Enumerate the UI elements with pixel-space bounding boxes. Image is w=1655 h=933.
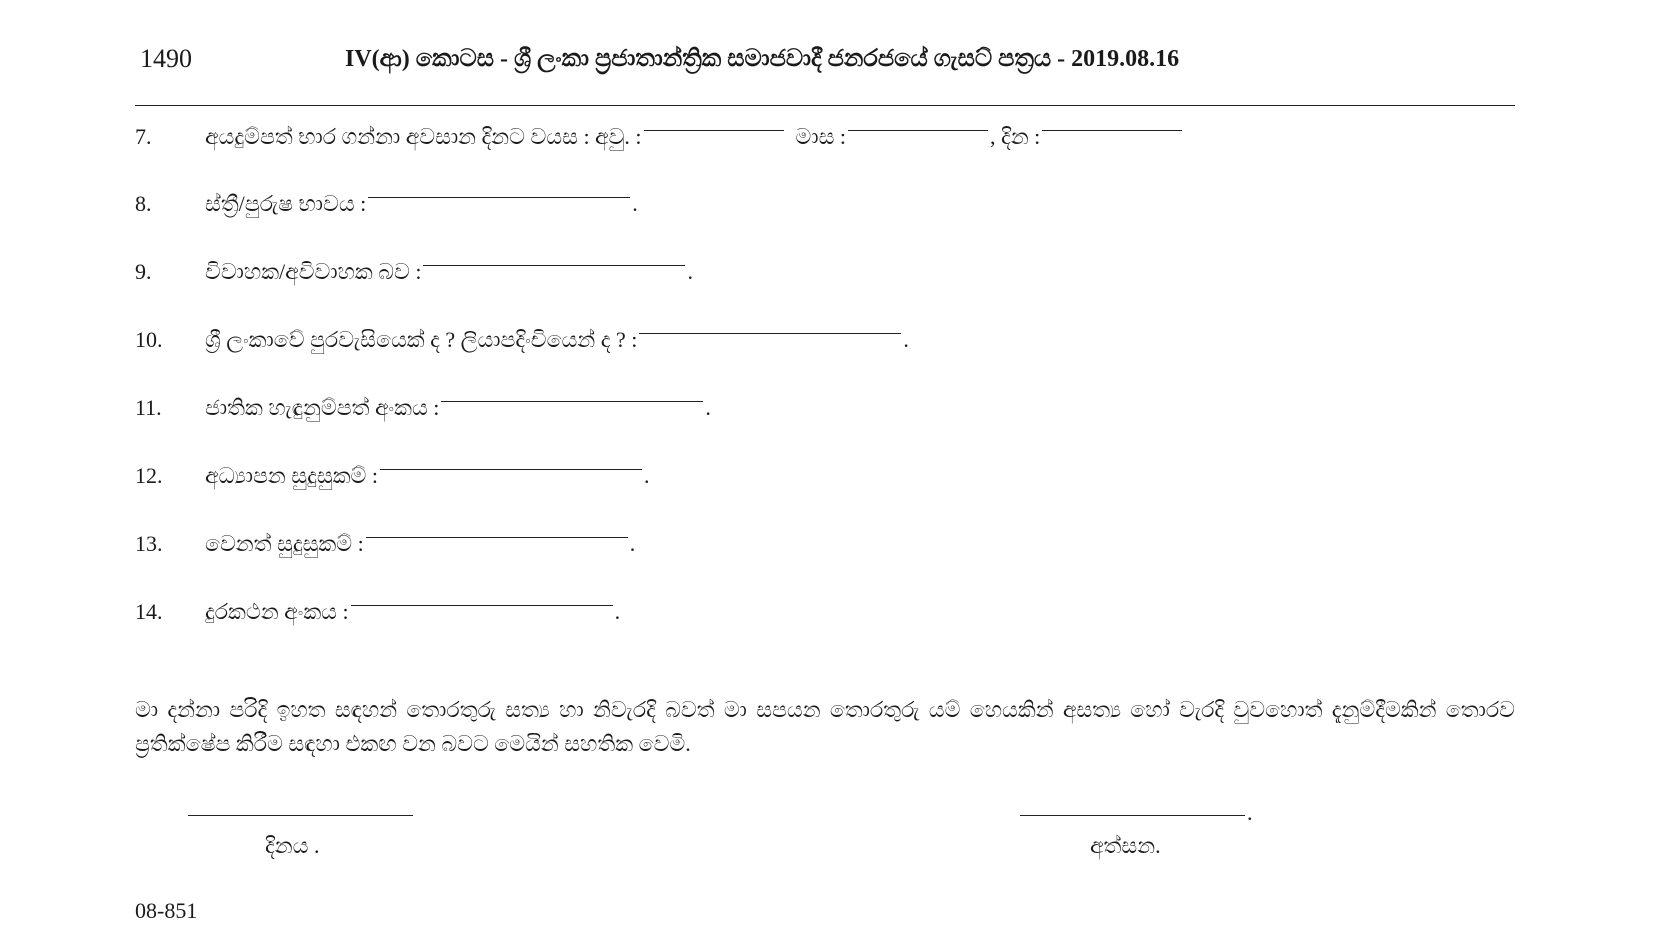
page-number: 1490	[140, 44, 192, 73]
item-end: .	[632, 191, 638, 216]
item-end: .	[643, 463, 650, 488]
form-item-gender	[135, 187, 638, 221]
item-number: 7.	[135, 124, 152, 149]
form-item-other-qualifications	[135, 527, 635, 561]
form-item-telephone	[135, 595, 620, 629]
item-number: 9.	[135, 259, 152, 284]
telephone-blank[interactable]	[351, 604, 613, 606]
item-number: 8.	[135, 191, 152, 216]
item-end: .	[629, 531, 636, 556]
item-end: .	[705, 395, 711, 420]
item-number: 12.	[135, 463, 163, 488]
marital-status-blank[interactable]	[423, 264, 685, 266]
month-label: මාස :	[795, 124, 847, 149]
form-item-marital-status	[135, 255, 693, 289]
age-years-blank[interactable]	[644, 129, 784, 131]
date-label: දිනය .	[265, 833, 320, 858]
item-label: දුරකථන අංකය :	[205, 599, 349, 624]
item-number: 13.	[135, 531, 163, 556]
item-end: .	[614, 599, 621, 624]
signature-line[interactable]	[1020, 815, 1245, 816]
item-end: .	[687, 259, 693, 284]
item-number: 11.	[135, 395, 162, 420]
nic-number-blank[interactable]	[441, 400, 703, 402]
form-item-education	[135, 459, 649, 493]
item-number: 10.	[135, 327, 163, 352]
item-label: අයදුම්පත් භාර ගන්නා අවසාන දිනට වයස : අවු. :	[205, 124, 642, 149]
day-label: , දින :	[990, 124, 1041, 149]
gender-blank[interactable]	[368, 196, 630, 198]
other-qualifications-blank[interactable]	[366, 536, 628, 538]
item-label: ශ්‍රී ලංකාවේ පුරවැසියෙක් ද ? ලියාපදිංචියෙන් ද ? :	[205, 327, 638, 352]
age-days-blank[interactable]	[1042, 129, 1182, 131]
citizenship-blank[interactable]	[639, 332, 901, 334]
form-item-age	[135, 120, 1184, 154]
item-label: ජාතික හැඳුනුම්පත් අංකය :	[205, 395, 440, 420]
form-item-citizenship	[135, 323, 909, 357]
item-label: විවාහක/අවිවාහක බව :	[205, 259, 422, 284]
item-label: වෙනත් සුදුසුකම් :	[205, 531, 364, 556]
signature-line-end: .	[1247, 800, 1253, 825]
item-end: .	[903, 327, 909, 352]
date-line[interactable]	[188, 815, 413, 816]
signature-label: අත්සන.	[1090, 833, 1161, 858]
item-label: ස්ත්‍රී/පුරුෂ භාවය :	[205, 191, 367, 216]
declaration-text: මා දන්නා පරිදි ඉහත සඳහන් තොරතුරු සත්‍ය හා නිවැරදි බවත් මා සපයන තොරතුරු යම් හෙයකින් අසත්‍ය හෝ වැරදි වුවහොත් දැනුම්දීමකින් තොරව ප්‍රතික්ෂේප කිරීම සඳහා එකඟ වන බවට මෙයින් සහතික වෙමි.	[135, 697, 1515, 756]
gazette-header-title: IV(ආ) කොටස - ශ්‍රී ලංකා ප්‍රජාතාන්ත්‍රික සමාජවාදී ජනරජයේ ගැසට් පත්‍රය - 2019.08.16	[345, 46, 1180, 72]
education-blank[interactable]	[380, 468, 642, 470]
item-number: 14.	[135, 599, 163, 624]
header-divider	[135, 105, 1515, 106]
age-months-blank[interactable]	[848, 129, 988, 131]
form-item-nic	[135, 391, 711, 425]
item-label: අධ්‍යාපන සුදුසුකම් :	[205, 463, 378, 488]
reference-number: 08-851	[135, 898, 198, 923]
